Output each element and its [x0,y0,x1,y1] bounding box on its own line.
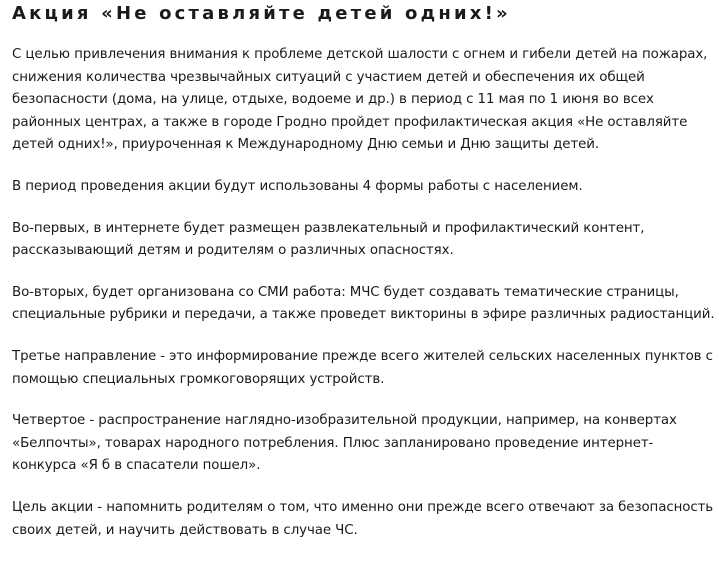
paragraph-forms: В период проведения акции будут использованы 4 формы работы с населением. [12,178,583,194]
article-title: Акция «Не оставляйте детей одних!» [12,3,511,24]
paragraph-third: Третье направление - это информирование прежде всего жителей сельских населенных пунктов с помощью специальных громкоговорящих устройств. [12,348,713,387]
paragraph-first: Во-первых, в интернете будет размещен развлекательный и профилактический контент, рассказывающий детям и родителям о различных опасностях. [12,220,645,259]
paragraph-fourth: Четвертое - распространение наглядно-изобразительной продукции, например, на конвертах «Белпочты», товарах народного потребления. Плюс запланировано проведение интернет-конкурса «Я б в спасатели пошел». [12,413,677,474]
paragraph-goal: Цель акции - напомнить родителям о том, что именно они прежде всего отвечают за безопасность своих детей, и научить действовать в случае ЧС. [12,499,714,538]
article-body [12,44,717,542]
paragraph-intro: С целью привлечения внимания к проблеме детской шалости с огнем и гибели детей на пожарах, снижения количества чрезвычайных ситуаций с участием детей и обеспечения их общей безопасности (дома, на улице, отдыхе, водоеме и др.) в период с 11 мая по 1 июня во всех районных центрах, а также в городе Гродно пройдет профилактическая акция «Не оставляйте детей одних!», приуроченная к Международному Дню семьи и Дню защиты детей. [12,47,708,153]
article [12,0,717,561]
paragraph-second: Во-вторых, будет организована со СМИ работа: МЧС будет создавать тематические страницы, специальные рубрики и передачи, а также проведет викторины в эфире различных радиостанций. [12,284,715,323]
